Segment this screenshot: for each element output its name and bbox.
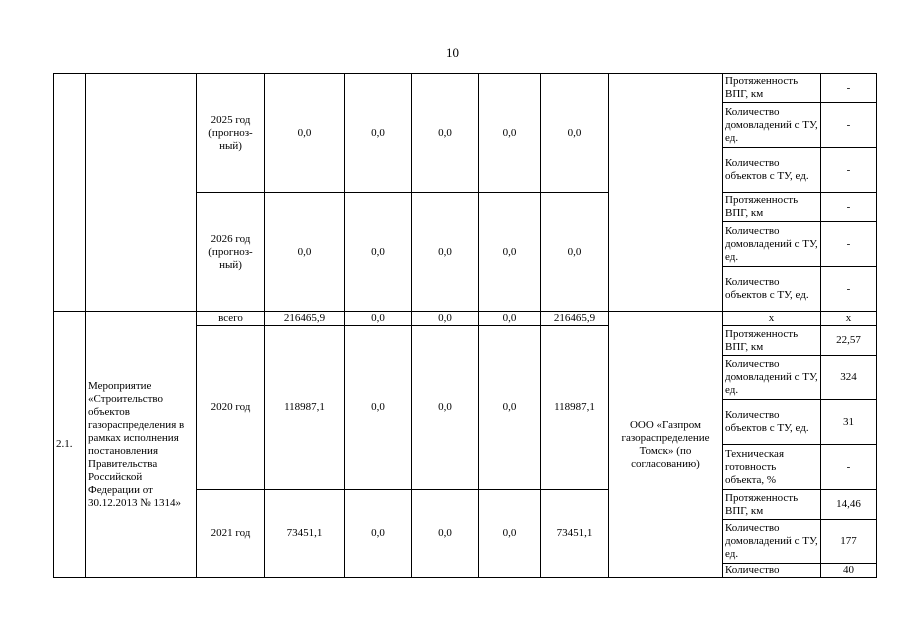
- value-cell: 0,0: [412, 326, 479, 490]
- value-cell: 0,0: [412, 312, 479, 326]
- value-cell: 0,0: [265, 193, 345, 312]
- value-cell: 0,0: [541, 193, 609, 312]
- value-cell: 0,0: [412, 193, 479, 312]
- value-cell: 0,0: [541, 74, 609, 193]
- indicator-value: -: [821, 267, 877, 312]
- value-cell: 73451,1: [541, 490, 609, 578]
- item-description: Мероприятие «Строительство объектов газораспределения в рамках исполнения постановления Правительства Российской Федерации от 30.12.2013 № 1314»: [86, 312, 197, 578]
- indicator-name: Количество объектов с ТУ, ед.: [723, 148, 821, 193]
- indicator-name: Количество домовладений с ТУ, ед.: [723, 520, 821, 564]
- value-cell: 0,0: [412, 490, 479, 578]
- value-cell: 0,0: [345, 326, 412, 490]
- indicator-value: 14,46: [821, 490, 877, 520]
- value-cell: 0,0: [412, 74, 479, 193]
- value-cell: 0,0: [479, 312, 541, 326]
- empty-number-cell: [54, 74, 86, 312]
- indicator-name: Количество домовладений с ТУ, ед.: [723, 103, 821, 148]
- indicator-value: -: [821, 148, 877, 193]
- total-label: всего: [197, 312, 265, 326]
- value-cell: 118987,1: [265, 326, 345, 490]
- indicator-name: Протяженность ВПГ, км: [723, 193, 821, 222]
- value-cell: 0,0: [345, 74, 412, 193]
- value-cell: 0,0: [479, 326, 541, 490]
- value-cell: 0,0: [345, 312, 412, 326]
- value-cell: 0,0: [479, 490, 541, 578]
- indicator-name: Протяженность ВПГ, км: [723, 74, 821, 103]
- executor-cell: ООО «Газпром газораспределение Томск» (по согласованию): [609, 312, 723, 578]
- indicator-value: х: [821, 312, 877, 326]
- page-number: 10: [446, 45, 459, 60]
- value-cell: 0,0: [345, 193, 412, 312]
- indicator-name: Количество объектов с ТУ, ед.: [723, 400, 821, 445]
- year-cell: 2021 год: [197, 490, 265, 578]
- value-cell: 73451,1: [265, 490, 345, 578]
- indicator-name: Количество: [723, 564, 821, 578]
- indicator-value: -: [821, 445, 877, 490]
- indicator-value: -: [821, 74, 877, 103]
- value-cell: 216465,9: [541, 312, 609, 326]
- program-table: [53, 73, 877, 578]
- indicator-name: Количество объектов с ТУ, ед.: [723, 267, 821, 312]
- item-number: 2.1.: [54, 312, 86, 578]
- empty-executor-cell: [609, 74, 723, 312]
- indicator-name: Количество домовладений с ТУ, ед.: [723, 222, 821, 267]
- indicator-value: -: [821, 103, 877, 148]
- value-cell: 0,0: [479, 74, 541, 193]
- year-cell: 2025 год (прогноз-ный): [197, 74, 265, 193]
- indicator-name: х: [723, 312, 821, 326]
- value-cell: 0,0: [265, 74, 345, 193]
- table-row: [54, 312, 877, 326]
- year-cell: 2020 год: [197, 326, 265, 490]
- year-cell: 2026 год (прогноз-ный): [197, 193, 265, 312]
- table-row: [54, 74, 877, 103]
- indicator-value: 31: [821, 400, 877, 445]
- indicator-value: -: [821, 193, 877, 222]
- value-cell: 0,0: [479, 193, 541, 312]
- indicator-name: Техническая готовность объекта, %: [723, 445, 821, 490]
- value-cell: 216465,9: [265, 312, 345, 326]
- indicator-name: Количество домовладений с ТУ, ед.: [723, 356, 821, 400]
- indicator-name: Протяженность ВПГ, км: [723, 490, 821, 520]
- indicator-value: 177: [821, 520, 877, 564]
- value-cell: 0,0: [345, 490, 412, 578]
- indicator-value: -: [821, 222, 877, 267]
- indicator-name: Протяженность ВПГ, км: [723, 326, 821, 356]
- indicator-value: 40: [821, 564, 877, 578]
- empty-description-cell: [86, 74, 197, 312]
- value-cell: 118987,1: [541, 326, 609, 490]
- indicator-value: 324: [821, 356, 877, 400]
- indicator-value: 22,57: [821, 326, 877, 356]
